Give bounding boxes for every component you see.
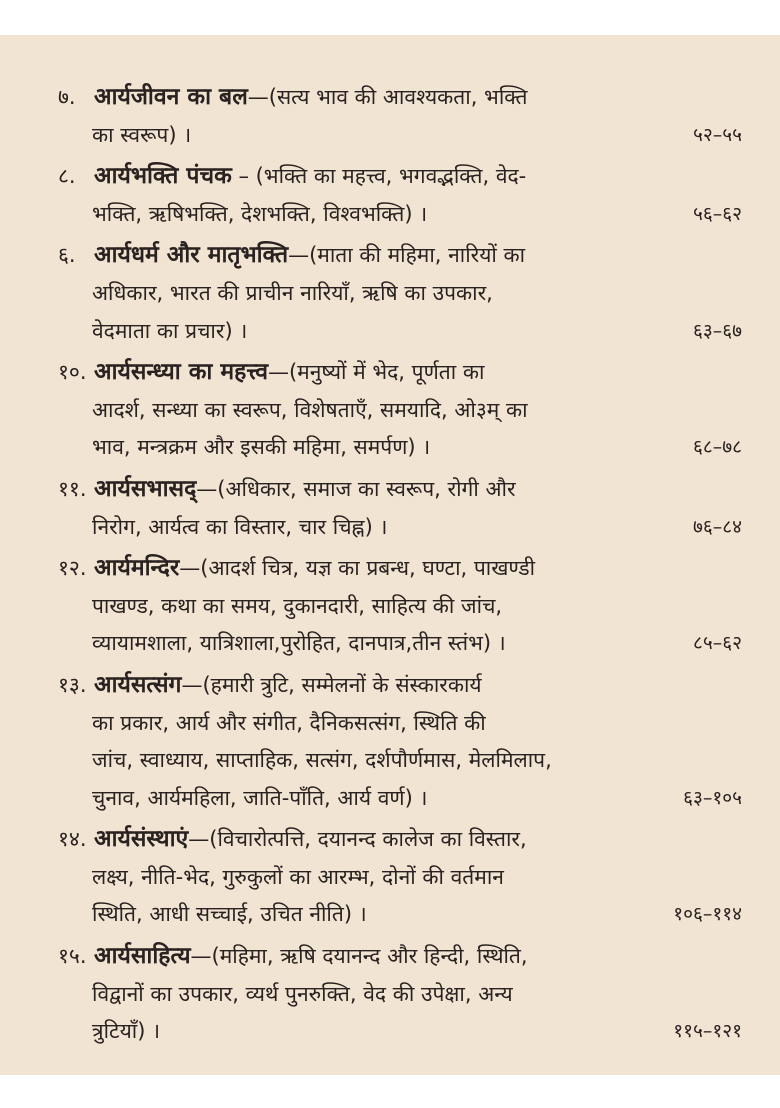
entry-continuation-line <box>58 588 742 626</box>
entry-first-line <box>58 938 742 976</box>
entry-heading <box>58 354 742 392</box>
page-range: ६८–७८ <box>692 436 742 459</box>
entry-description: —(माता की महिमा, नारियों का <box>288 243 526 268</box>
entry-continuation-line <box>58 1013 742 1051</box>
entry-number: १४. <box>58 827 87 852</box>
entry-continuation-line <box>58 196 742 234</box>
toc-entry <box>58 237 742 350</box>
entry-heading <box>58 821 742 859</box>
toc-entry <box>58 938 742 1051</box>
entry-description: —(आदर्श चित्र, यज्ञ का प्रबन्ध, घण्टा, पाखण्डी <box>179 556 536 581</box>
entry-continuation-line <box>58 976 742 1014</box>
entry-description: —(अधिकार, समाज का स्वरूप, रोगी और <box>196 476 516 501</box>
entry-continuation-line <box>58 313 742 351</box>
entry-heading <box>58 938 742 976</box>
toc-entry <box>58 821 742 934</box>
entry-continuation-line <box>58 705 742 743</box>
entry-heading <box>58 237 742 275</box>
entry-description: —(सत्य भाव की आवश्यकता, भक्ति <box>247 85 528 109</box>
entry-title: आर्यधर्म और मातृभक्ति <box>94 242 289 269</box>
entry-continuation-line <box>58 275 742 313</box>
entry-description: जांच, स्वाध्याय, साप्ताहिक, सत्संग, दर्शपौर्णमास, मेलमिलाप, <box>92 748 552 773</box>
toc-entry <box>58 550 742 663</box>
entry-description: अधिकार, भारत की प्राचीन नारियाँ, ऋषि का उपकार, <box>92 280 493 305</box>
entry-description: —(हमारी त्रुटि, सम्मेलनों के संस्कारकार्य <box>181 672 482 697</box>
page-range: ७६–८४ <box>692 515 742 538</box>
entry-continuation-line <box>58 429 742 467</box>
entry-description: का स्वरूप) । <box>92 122 192 147</box>
entry-description: भाव, मन्त्रक्रम और इसकी महिमा, समर्पण) । <box>92 435 431 460</box>
entry-number: १५. <box>58 944 87 969</box>
entry-description: —(महिमा, ऋषि दयानन्द और हिन्दी, स्थिति, <box>190 944 528 969</box>
entry-description: वेदमाता का प्रचार) । <box>92 318 248 343</box>
entry-description: स्थिति, आधी सच्चाई, उचित नीति) । <box>92 902 367 927</box>
entry-continuation-line <box>58 392 742 430</box>
entry-heading <box>58 79 742 117</box>
entry-first-line <box>58 667 742 705</box>
scanned-page <box>0 35 780 1075</box>
entry-continuation-line <box>58 625 742 663</box>
entry-title: आर्यजीवन का बल <box>94 84 248 110</box>
entry-description: व्यायामशाला, यात्रिशाला,पुरोहित, दानपात्र,तीन स्तंभ) । <box>92 631 506 656</box>
entry-description: —(विचारोत्पत्ति, दयानन्द कालेज का विस्तार, <box>188 827 527 852</box>
page-range: ५२–५५ <box>692 123 742 146</box>
entry-title: आर्यसन्ध्या का महत्त्व <box>94 359 268 386</box>
entry-title: आर्यसाहित्य <box>94 943 191 970</box>
entry-description: – (भक्ति का महत्त्व, भगवद्भक्ति, वेद- <box>231 164 527 189</box>
page-range: ६३–१०५ <box>683 786 742 809</box>
entry-description: पाखण्ड, कथा का समय, दुकानदारी, साहित्य की जांच, <box>92 593 503 618</box>
entry-continuation-line <box>58 509 742 547</box>
table-of-contents <box>58 79 742 1055</box>
entry-first-line <box>58 79 742 117</box>
entry-number: ७. <box>58 85 76 109</box>
entry-continuation-line <box>58 896 742 934</box>
page-range: ८५–६२ <box>692 632 742 655</box>
entry-description: चुनाव, आर्यमहिला, जाति-पाँति, आर्य वर्ण) । <box>92 785 428 810</box>
entry-continuation-line <box>58 117 742 155</box>
entry-heading <box>58 667 742 705</box>
entry-first-line <box>58 237 742 275</box>
toc-entry <box>58 158 742 233</box>
entry-first-line <box>58 550 742 588</box>
entry-continuation-line <box>58 859 742 897</box>
entry-title: आर्यसंस्थाएं <box>94 826 189 853</box>
entry-first-line <box>58 471 742 509</box>
entry-description: निरोग, आर्यत्व का विस्तार, चार चिह्न) । <box>92 514 388 539</box>
entry-heading <box>58 550 742 588</box>
entry-first-line <box>58 354 742 392</box>
page-range: ६३–६७ <box>692 319 742 342</box>
page-range: १०६–११४ <box>673 903 742 926</box>
entry-description: विद्वानों का उपकार, व्यर्थ पुनरुक्ति, वेद की उपेक्षा, अन्य <box>92 981 513 1006</box>
entry-title: आर्यभक्ति पंचक <box>94 163 232 190</box>
page-range: ५६–६२ <box>692 202 742 225</box>
entry-number: १३. <box>58 672 87 697</box>
entry-number: ६. <box>58 243 76 268</box>
entry-first-line <box>58 158 742 196</box>
entry-heading <box>58 158 742 196</box>
entry-continuation-line <box>58 780 742 818</box>
entry-description: आदर्श, सन्ध्या का स्वरूप, विशेषताएँ, समयादि, ओ३म् का <box>92 397 528 422</box>
toc-entry <box>58 471 742 546</box>
entry-title: आर्यसभासद् <box>94 475 197 502</box>
entry-description: भक्ति, ऋषिभक्ति, देशभक्ति, विश्वभक्ति) । <box>92 201 428 226</box>
entry-description: त्रुटियाँ) । <box>92 1019 161 1044</box>
toc-entry <box>58 667 742 817</box>
entry-description: लक्ष्य, नीति-भेद, गुरुकुलों का आरम्भ, दोनों की वर्तमान <box>92 864 504 889</box>
entry-title: आर्यसत्संग <box>94 671 182 698</box>
toc-entry <box>58 354 742 467</box>
entry-number: ११. <box>58 476 87 501</box>
entry-number: ८. <box>58 164 76 189</box>
entry-description: —(मनुष्यों में भेद, पूर्णता का <box>267 360 485 385</box>
entry-description: का प्रकार, आर्य और संगीत, दैनिकसत्संग, स्थिति की <box>92 710 486 735</box>
entry-first-line <box>58 821 742 859</box>
entry-heading <box>58 471 742 509</box>
toc-entry <box>58 79 742 154</box>
entry-number: १०. <box>58 360 87 385</box>
page-range: ११५–१२१ <box>673 1020 742 1043</box>
entry-continuation-line <box>58 742 742 780</box>
entry-number: १२. <box>58 556 87 581</box>
entry-title: आर्यमन्दिर <box>94 555 180 582</box>
